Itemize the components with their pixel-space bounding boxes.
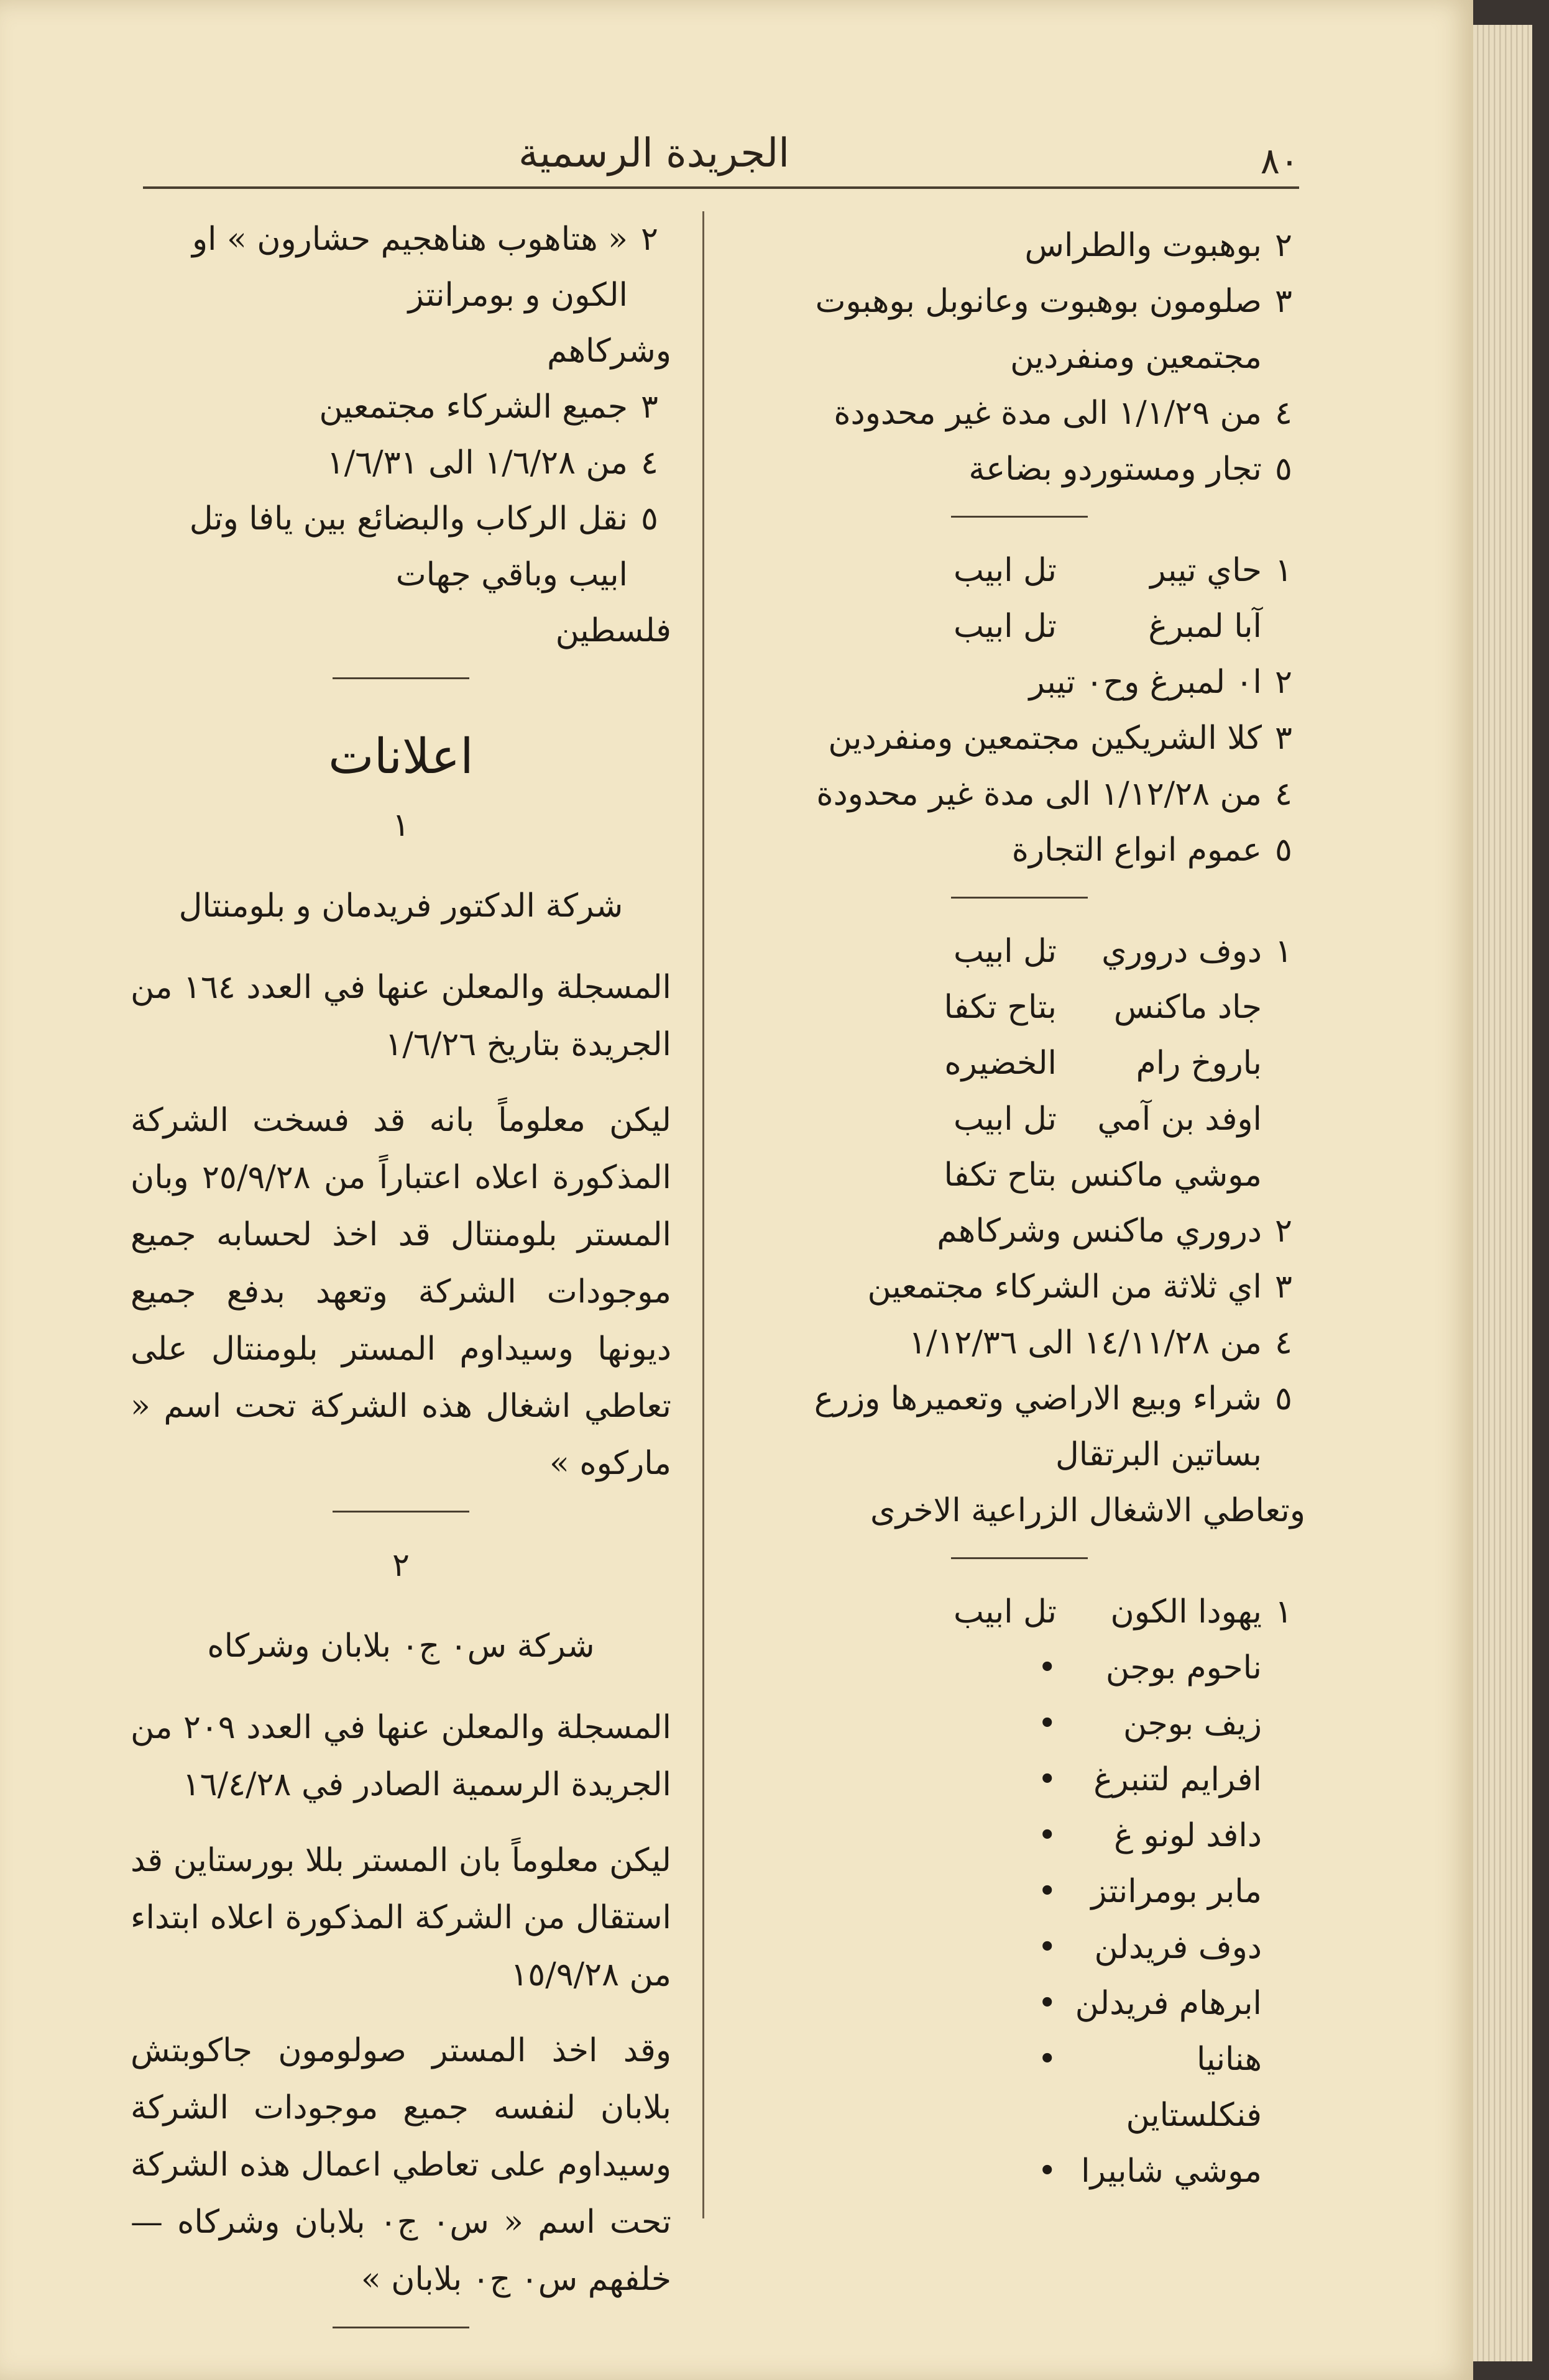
- list-item: ١ دوف دروري تل ابيب جاد ماكنس بتاح تكفا باروخ رام الخضيره اوفد بن آمي تل ابيب موشي ماكنس بتاح تكفا: [733, 923, 1305, 1203]
- section-rule: [333, 677, 469, 679]
- partner-row: زيف بوجن •: [1037, 1705, 1262, 1742]
- list-item: ٢ ا٠ لمبرغ وح٠ تيبر: [1029, 664, 1292, 701]
- notice-paragraph: ليكن معلوماً بانه قد فسخت الشركة المذكورة اعلاه اعتباراً من ٢٥/٩/٢٨ وبان المستر بلومنتال قد اخذ لحسابه جميع موجودات الشركة وتعهد بدفع جميع ديونها وسيداوم المستر بلومنتال على تعاطي اشغال هذه الشركة تحت اسم « ماركوه »: [131, 1102, 671, 1482]
- partner-row: ناحوم بوجن •: [1037, 1649, 1262, 1687]
- list-item: ٣ اي ثلاثة من الشركاء مجتمعين: [867, 1268, 1292, 1306]
- list-item: ٢ بوهبوت والطراس: [1024, 227, 1292, 264]
- announcements-heading: اعلانات: [328, 729, 474, 785]
- list-item: ٥ شراء وبيع الاراضي وتعميرها وزرع بساتين البرتقال: [814, 1380, 1292, 1473]
- list-item: ٤ من ١/٦/٢٨ الى ١/٦/٣١: [326, 444, 658, 482]
- list-item: ٢ « هتاهوب هناهجيم حشارون » او الكون و بومرانتز: [191, 221, 658, 314]
- page-number: ٨٠: [1260, 140, 1299, 182]
- partner-row: دوف دروري تل ابيب: [953, 933, 1262, 970]
- list-item-continuation: وشركاهم: [546, 332, 671, 370]
- list-item: ٤ من ١/١٢/٢٨ الى مدة غير محدودة: [816, 776, 1292, 813]
- right-block-4: [733, 1584, 1305, 2199]
- partner-row: مابر بومرانتز •: [1037, 1873, 1262, 1910]
- list-item: ٥ نقل الركاب والبضائع بين يافا وتل ابيب وباقي جهات: [189, 500, 658, 593]
- list-item: ٢ دروري ماكنس وشركاهم: [937, 1212, 1292, 1250]
- notice-paragraph: وقد اخذ المستر صولومون جاكوبتش بلابان لنفسه جميع موجودات الشركة وسيداوم على تعاطي اعمال هذه الشركة تحت اسم « س٠ ج٠ بلابان وشركاه — خلفهم س٠ ج٠ بلابان »: [131, 2032, 671, 2298]
- partner-row: موشي ماكنس بتاح تكفا: [944, 1156, 1262, 1194]
- left-block-1: [131, 211, 671, 659]
- partner-row: موشي شابيرا •: [1037, 2153, 1262, 2190]
- column-divider: [702, 211, 704, 2218]
- notice-1: [131, 797, 671, 1492]
- partner-row: دوف فريدلن •: [1037, 1929, 1262, 1966]
- notice-number: ١: [392, 807, 410, 844]
- partner-row: باروخ رام الخضيره: [944, 1045, 1262, 1082]
- list-item: ٣ صلومون بوهبوت وعانوبل بوهبوت مجتمعين ومنفردين: [815, 283, 1292, 376]
- partner-row: آبا لمبرغ تل ابيب: [953, 608, 1262, 645]
- right-block-2: [733, 542, 1305, 878]
- right-block-1: [733, 217, 1305, 497]
- notice-number: ٢: [392, 1547, 410, 1584]
- section-rule: [333, 1511, 469, 1513]
- partner-row: اوفد بن آمي تل ابيب: [953, 1101, 1262, 1138]
- partner-row: افرايم لتنبرغ •: [1037, 1761, 1262, 1798]
- section-rule: [951, 1557, 1088, 1559]
- partner-row: ابرهام فريدلن •: [1037, 1985, 1262, 2022]
- partner-row: جاد ماكنس بتاح تكفا: [944, 989, 1262, 1026]
- partner-row: يهودا الكون تل ابيب: [953, 1593, 1262, 1631]
- notice-title: شركة س٠ ج٠ بلابان وشركاه: [207, 1627, 595, 1665]
- notice-paragraph: المسجلة والمعلن عنها في العدد ١٦٤ من الجريدة بتاريخ ١/٦/٢٦: [131, 969, 671, 1063]
- right-column: [733, 217, 1305, 2199]
- list-item: ٤ من ١/١/٢٩ الى مدة غير محدودة: [834, 395, 1292, 432]
- notice-paragraph: ليكن معلوماً بان المستر بللا بورستاين قد استقال من الشركة المذكورة اعلاه ابتداء من ١٥/٩/٢٨: [131, 1842, 671, 1993]
- list-item-continuation: فلسطين: [555, 612, 671, 649]
- list-item-continuation: وتعاطي الاشغال الزراعية الاخرى: [870, 1492, 1305, 1529]
- section-rule: [951, 516, 1088, 518]
- notice-2: [131, 1537, 671, 2308]
- list-item: ٥ تجار ومستوردو بضاعة: [968, 451, 1292, 488]
- list-item: ١ يهودا الكون تل ابيب ناحوم بوجن • زيف بوجن • افرايم لتنبرغ • دافد لونو غ • مابر بومرانتز • دوف فريدلن • ابرهام فريدلن • هنانيا فنكلستاين • موشي شابيرا •: [733, 1584, 1305, 2199]
- notice-title: شركة الدكتور فريدمان و بلومنتال: [178, 887, 623, 925]
- list-item: ٣ جميع الشركاء مجتمعين: [319, 388, 658, 426]
- section-rule: [951, 897, 1088, 899]
- list-item: ٥ عموم انواع التجارة: [1011, 831, 1292, 869]
- left-column: [131, 211, 671, 2353]
- section-rule: [333, 2327, 469, 2328]
- list-item: ٤ من ١٤/١١/٢٨ الى ١/١٢/٣٦: [909, 1324, 1292, 1362]
- partner-row: هنانيا فنكلستاين •: [1037, 2041, 1262, 2134]
- page-header: [143, 130, 1299, 189]
- page-edges: [1473, 25, 1532, 2361]
- list-item: ٣ كلا الشريكين مجتمعين ومنفردين: [828, 720, 1292, 757]
- gazette-title: الجريدة الرسمية: [518, 130, 789, 176]
- partner-row: حاي تيبر تل ابيب: [953, 552, 1262, 589]
- right-block-3: [733, 923, 1305, 1539]
- list-item: ١ حاي تيبر تل ابيب آبا لمبرغ تل ابيب: [733, 542, 1305, 654]
- partner-row: دافد لونو غ •: [1037, 1817, 1262, 1854]
- notice-paragraph: المسجلة والمعلن عنها في العدد ٢٠٩ من الجريدة الرسمية الصادر في ١٦/٤/٢٨: [131, 1709, 671, 1803]
